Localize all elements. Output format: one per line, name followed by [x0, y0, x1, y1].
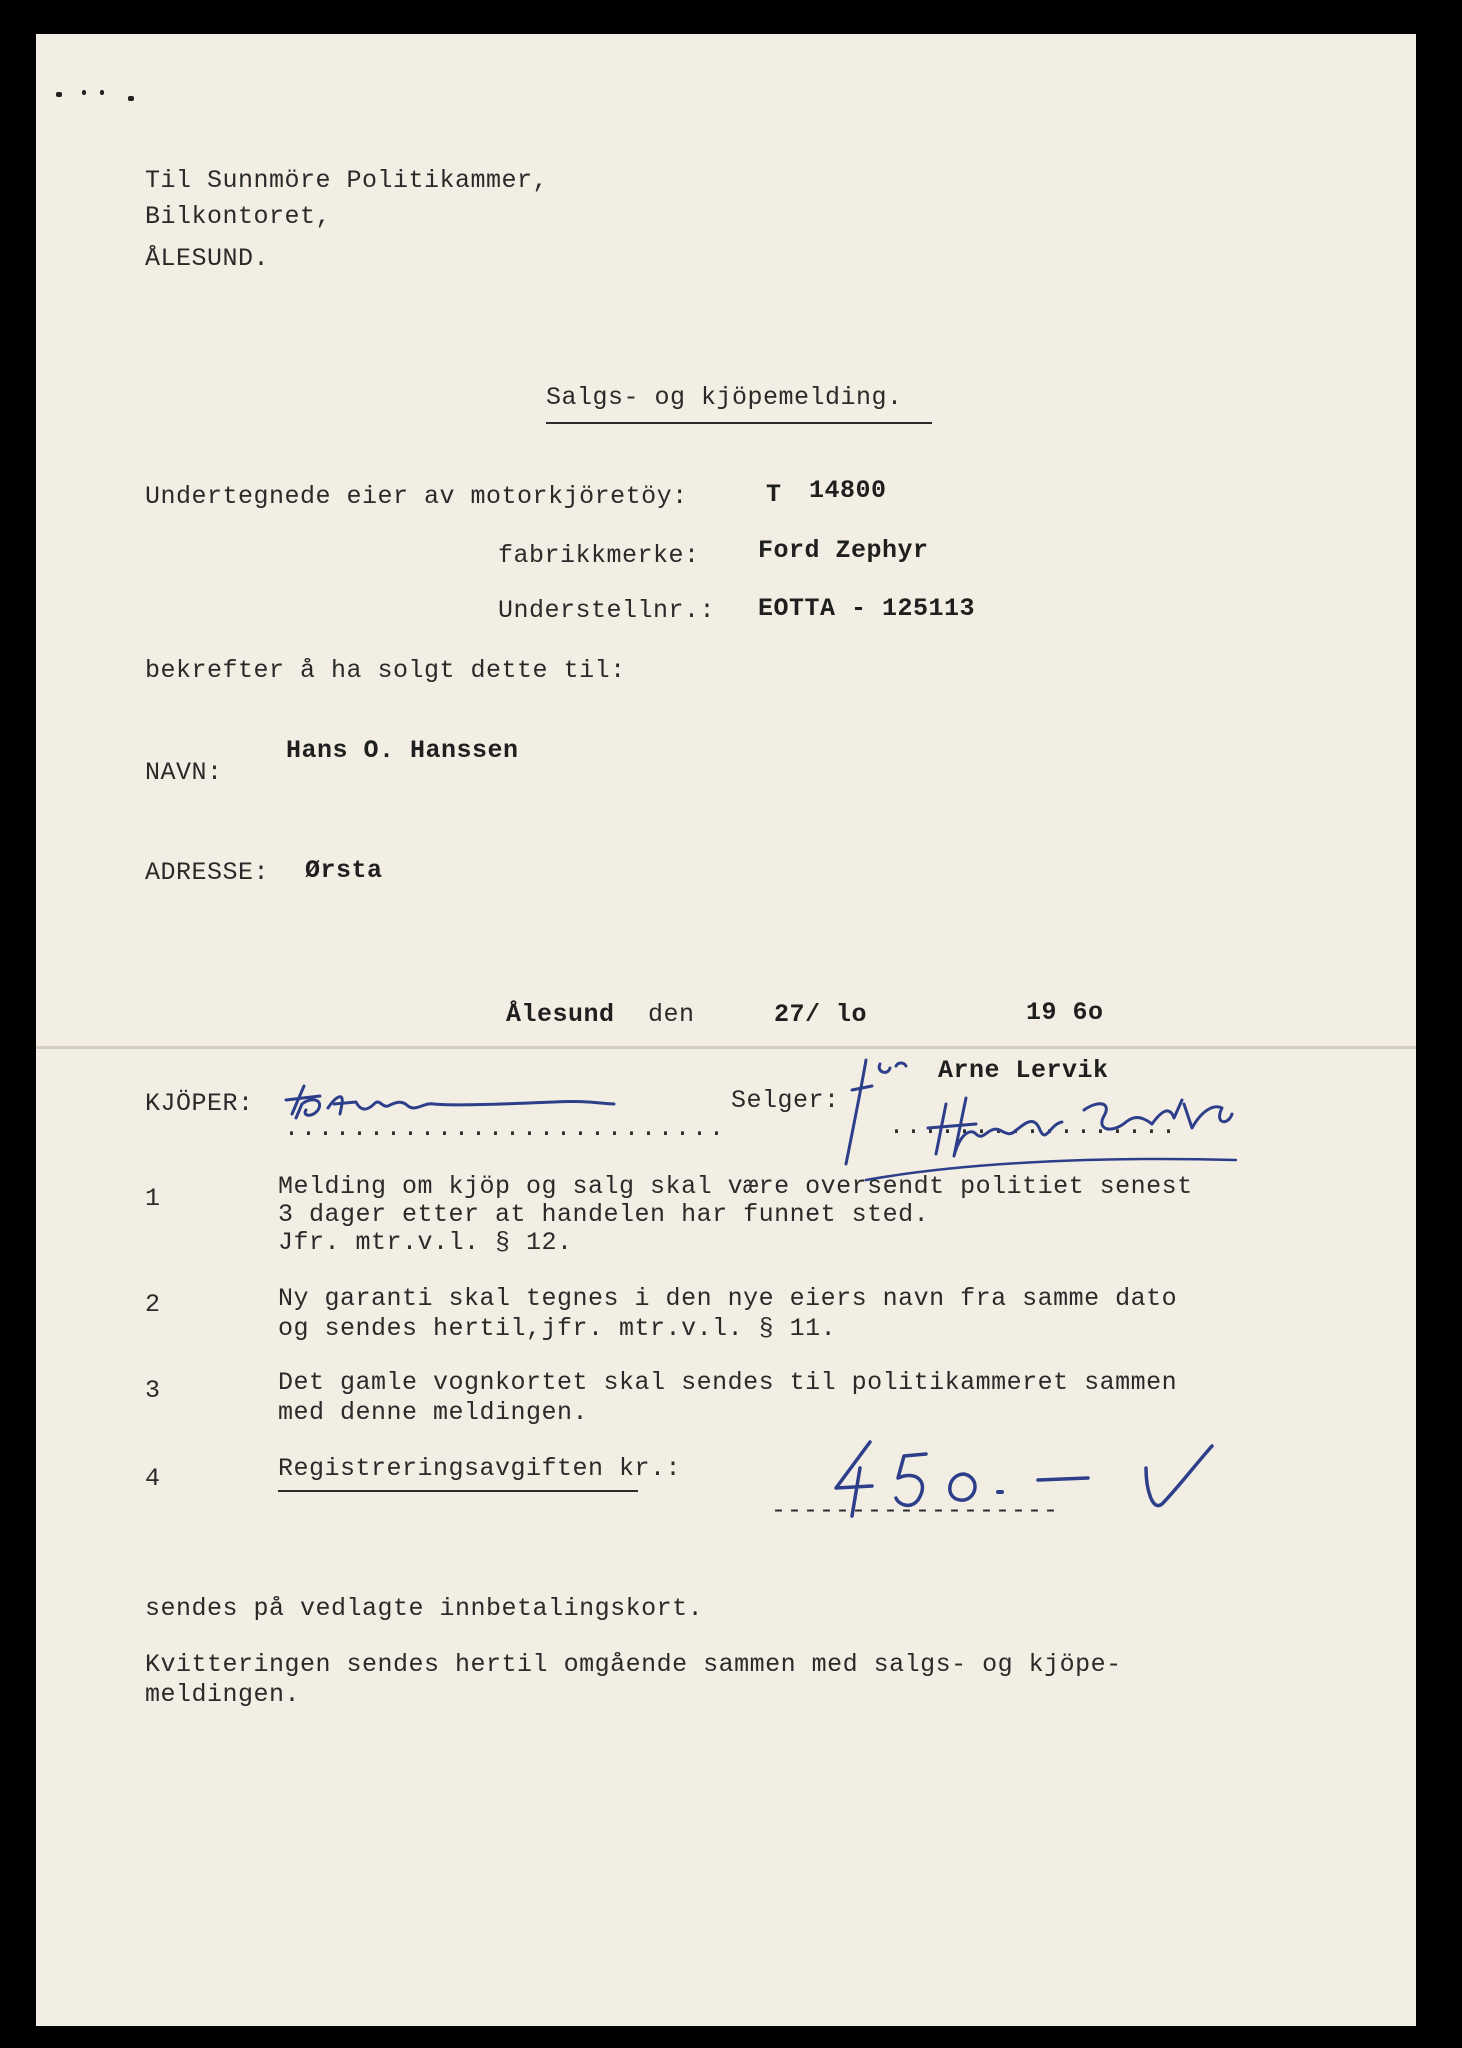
item-text-line: Ny garanti skal tegnes i den nye eiers navn fra samme dato [278, 1284, 1178, 1313]
date-den: den [648, 1000, 695, 1029]
fee-label-underline [278, 1490, 638, 1492]
header-line-2: Bilkontoret, [145, 202, 332, 231]
name-label: NAVN: [145, 758, 223, 787]
confirm-text: bekrefter å ha solgt dette til: [145, 656, 626, 685]
footer-line-1: sendes på vedlagte innbetalingskort. [145, 1594, 704, 1623]
seller-name: Arne Lervik [938, 1056, 1109, 1085]
item-number: 3 [145, 1376, 161, 1405]
date-year: 19 6o [1026, 998, 1104, 1027]
page-title: Salgs- og kjöpemelding. [546, 383, 903, 412]
item-text-line: 3 dager etter at handelen har funnet sted. [278, 1200, 930, 1229]
item-text-line: og sendes hertil,jfr. mtr.v.l. § 11. [278, 1314, 837, 1343]
item-text-line: med denne meldingen. [278, 1398, 589, 1427]
buyer-signature [284, 1074, 684, 1134]
seller-signature-line: ................. [889, 1112, 1179, 1141]
buyer-address: Ørsta [305, 856, 383, 885]
item-text-line: Det gamle vognkortet skal sendes til politikammeret sammen [278, 1368, 1178, 1397]
item-text-line: Melding om kjöp og salg skal være oversendt politiet senest [278, 1172, 1193, 1201]
make-value: Ford Zephyr [758, 536, 929, 565]
reg-number: 14800 [809, 476, 887, 505]
date-day-month: 27/ lo [774, 1000, 868, 1029]
fee-label: Registreringsavgiften kr.: [278, 1454, 682, 1483]
buyer-label: KJÖPER: [145, 1089, 254, 1118]
footer-line-3: meldingen. [145, 1680, 301, 1709]
document-page [36, 34, 1416, 2026]
item-text-line: Jfr. mtr.v.l. § 12. [278, 1228, 573, 1257]
item-number: 2 [145, 1290, 161, 1319]
item-number: 4 [145, 1464, 161, 1493]
margin-specks [56, 90, 156, 106]
seller-label: Selger: [731, 1086, 840, 1115]
owner-label: Undertegnede eier av motorkjöretöy: [145, 482, 688, 511]
buyer-signature-line: .......................... [284, 1114, 727, 1143]
reg-prefix: T [766, 480, 782, 509]
chassis-value: EOTTA - 125113 [758, 594, 976, 623]
buyer-name: Hans O. Hanssen [286, 736, 519, 765]
header-line-1: Til Sunnmöre Politikammer, [145, 166, 549, 195]
item-number: 1 [145, 1184, 161, 1213]
header-line-3: ÅLESUND. [145, 244, 270, 273]
date-place: Ålesund [506, 1000, 615, 1029]
footer-line-2: Kvitteringen sendes hertil omgående sammen med salgs- og kjöpe- [145, 1650, 1122, 1679]
chassis-label: Understellnr.: [498, 596, 716, 625]
make-label: fabrikkmerke: [498, 541, 700, 570]
fee-dash-line: ------------------ [771, 1496, 1060, 1525]
address-label: ADRESSE: [145, 858, 270, 887]
title-underline [546, 422, 932, 424]
fee-amount-handwriting [826, 1434, 1266, 1524]
